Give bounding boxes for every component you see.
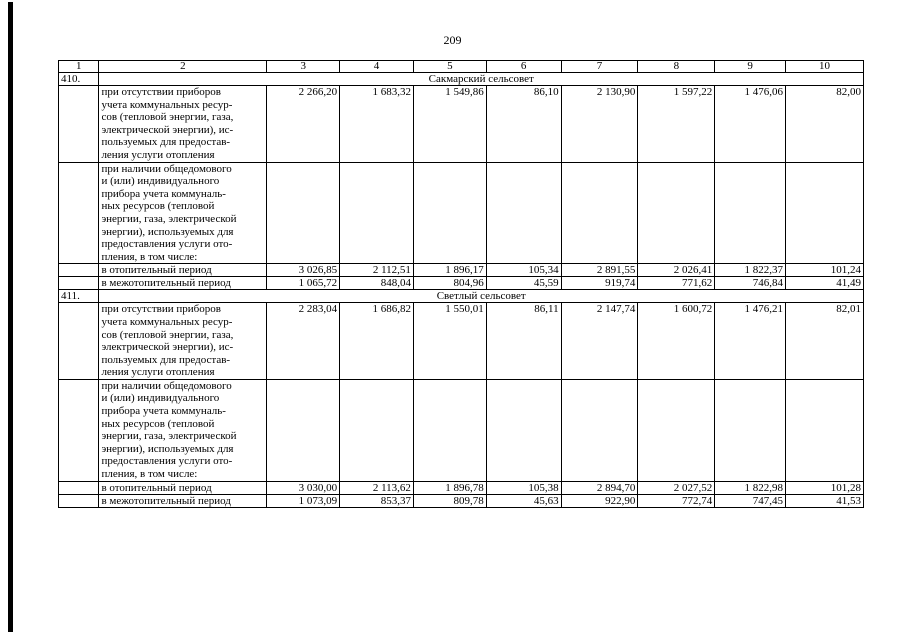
row-description [99,162,267,264]
value-cell: 1 683,32 [340,86,414,163]
description-line: ления услуги отопления [101,148,215,161]
value-cell: 1 476,06 [715,86,786,163]
empty-cell [59,277,99,290]
empty-cell [59,162,99,264]
value-cell: 41,53 [786,494,864,507]
empty-cell [340,162,414,264]
row-label: в межотопительный период [99,494,267,507]
empty-cell [267,162,340,264]
value-cell: 1 600,72 [638,303,715,380]
empty-cell [340,379,414,481]
section-row [59,290,864,303]
section-row [59,73,864,86]
empty-cell [786,162,864,264]
value-cell: 86,10 [486,86,561,163]
value-cell: 1 549,86 [413,86,486,163]
description-line: и (или) индивидуального [101,392,220,405]
header-cell: 1 [59,61,99,73]
description-line: пользуемых для предостав- [101,136,231,149]
empty-cell [715,379,786,481]
value-cell: 45,59 [486,277,561,290]
row-label: в отопительный период [99,264,267,277]
description-line: энергии), используемых для [101,225,234,238]
value-cell: 853,37 [340,494,414,507]
section-number: 410. [59,73,99,86]
value-cell: 2 266,20 [267,86,340,163]
table-row [59,264,864,277]
table-row [59,379,864,481]
description-line: электрической энергии), ис- [101,123,234,136]
value-cell: 2 894,70 [561,481,638,494]
header-cell: 9 [715,61,786,73]
value-cell: 2 027,52 [638,481,715,494]
value-cell: 2 112,51 [340,264,414,277]
empty-cell [786,379,864,481]
header-cell: 2 [99,61,267,73]
value-cell: 2 283,04 [267,303,340,380]
table-row [59,494,864,507]
value-cell: 82,01 [786,303,864,380]
empty-cell [413,379,486,481]
value-cell: 2 113,62 [340,481,414,494]
description-line: при наличии общедомового [101,162,232,175]
value-cell: 772,74 [638,494,715,507]
header-cell: 10 [786,61,864,73]
empty-cell [59,86,99,163]
description-line: и (или) индивидуального [101,175,220,188]
description-line: прибора учета коммуналь- [101,405,226,418]
description-line: ных ресурсов (тепловой [101,417,215,430]
value-cell: 922,90 [561,494,638,507]
header-cell: 7 [561,61,638,73]
empty-cell [59,379,99,481]
value-cell: 1 065,72 [267,277,340,290]
description-line: сов (тепловой энергии, газа, [101,328,234,341]
description-line: ных ресурсов (тепловой [101,200,215,213]
empty-cell [638,379,715,481]
table-row [59,86,864,163]
description-line: при отсутствии приборов [101,303,221,316]
description-line: сов (тепловой энергии, газа, [101,111,234,124]
value-cell: 45,63 [486,494,561,507]
value-cell: 1 476,21 [715,303,786,380]
row-label: в межотопительный период [99,277,267,290]
value-cell: 82,00 [786,86,864,163]
header-cell: 4 [340,61,414,73]
table-body [59,61,864,508]
section-number: 411. [59,290,99,303]
table-row [59,303,864,380]
value-cell: 746,84 [715,277,786,290]
header-cell: 3 [267,61,340,73]
empty-cell [486,379,561,481]
page-number: 209 [443,33,462,47]
value-cell: 771,62 [638,277,715,290]
empty-cell [59,494,99,507]
value-cell: 3 030,00 [267,481,340,494]
value-cell: 1 896,78 [413,481,486,494]
table-row [59,481,864,494]
value-cell: 41,49 [786,277,864,290]
description-line: предоставления услуги ото- [101,238,233,251]
description-line: учета коммунальных ресур- [101,98,233,111]
value-cell: 1 896,17 [413,264,486,277]
value-cell: 101,28 [786,481,864,494]
value-cell: 1 686,82 [340,303,414,380]
header-row [59,61,864,73]
header-cell: 5 [413,61,486,73]
empty-cell [715,162,786,264]
value-cell: 105,34 [486,264,561,277]
value-cell: 3 026,85 [267,264,340,277]
value-cell: 747,45 [715,494,786,507]
empty-cell [59,264,99,277]
section-title: Сакмарский сельсовет [99,73,864,86]
value-cell: 804,96 [413,277,486,290]
empty-cell [413,162,486,264]
description-line: энергии, газа, электрической [101,212,237,225]
empty-cell [267,379,340,481]
description-line: электрической энергии), ис- [101,341,234,354]
empty-cell [561,379,638,481]
tariff-table [58,60,864,508]
value-cell: 2 130,90 [561,86,638,163]
empty-cell [59,481,99,494]
page-edge-bar [8,2,13,632]
description-line: при наличии общедомового [101,379,232,392]
value-cell: 1 550,01 [413,303,486,380]
description-line: энергии, газа, электрической [101,430,237,443]
value-cell: 105,38 [486,481,561,494]
table-row [59,162,864,264]
description-line: предоставления услуги ото- [101,455,233,468]
value-cell: 86,11 [486,303,561,380]
value-cell: 848,04 [340,277,414,290]
row-description [99,86,267,163]
value-cell: 919,74 [561,277,638,290]
empty-cell [638,162,715,264]
description-line: учета коммунальных ресур- [101,315,233,328]
row-description [99,303,267,380]
description-line: пользуемых для предостав- [101,353,231,366]
description-line: при отсутствии приборов [101,86,221,98]
table-row [59,277,864,290]
description-line: прибора учета коммуналь- [101,187,226,200]
description-line: энергии), используемых для [101,442,234,455]
value-cell: 1 822,98 [715,481,786,494]
value-cell: 1 073,09 [267,494,340,507]
value-cell: 2 891,55 [561,264,638,277]
value-cell: 1 822,37 [715,264,786,277]
description-line: пления, в том числе: [101,468,198,481]
description-line: пления, в том числе: [101,250,198,263]
empty-cell [486,162,561,264]
value-cell: 2 147,74 [561,303,638,380]
value-cell: 809,78 [413,494,486,507]
row-label: в отопительный период [99,481,267,494]
row-description [99,379,267,481]
header-cell: 6 [486,61,561,73]
empty-cell [59,303,99,380]
value-cell: 2 026,41 [638,264,715,277]
value-cell: 1 597,22 [638,86,715,163]
section-title: Светлый сельсовет [99,290,864,303]
empty-cell [561,162,638,264]
header-cell: 8 [638,61,715,73]
description-line: ления услуги отопления [101,366,215,379]
value-cell: 101,24 [786,264,864,277]
